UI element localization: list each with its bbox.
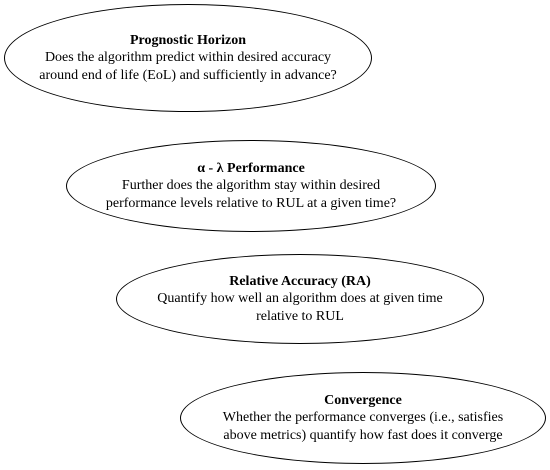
node-title: Prognostic Horizon [129,32,246,48]
alpha-lambda-performance-node [66,140,436,232]
relative-accuracy-node [116,254,484,344]
node-title: Relative Accuracy (RA) [229,273,371,289]
prognostic-horizon-node [4,4,372,112]
node-description: Quantify how well an algorithm does at given time relative to RUL [157,290,443,324]
node-title: Convergence [324,392,402,408]
node-description: Does the algorithm predict within desired accuracy around end of life (EoL) and sufficiently in advance? [39,49,337,83]
convergence-node [180,372,546,464]
node-description: Further does the algorithm stay within desired performance levels relative to RUL at a given time? [105,177,397,211]
node-description: Whether the performance converges (i.e., satisfies above metrics) quantify how fast does it converge [222,409,504,443]
node-title: α - λ Performance [197,160,305,176]
